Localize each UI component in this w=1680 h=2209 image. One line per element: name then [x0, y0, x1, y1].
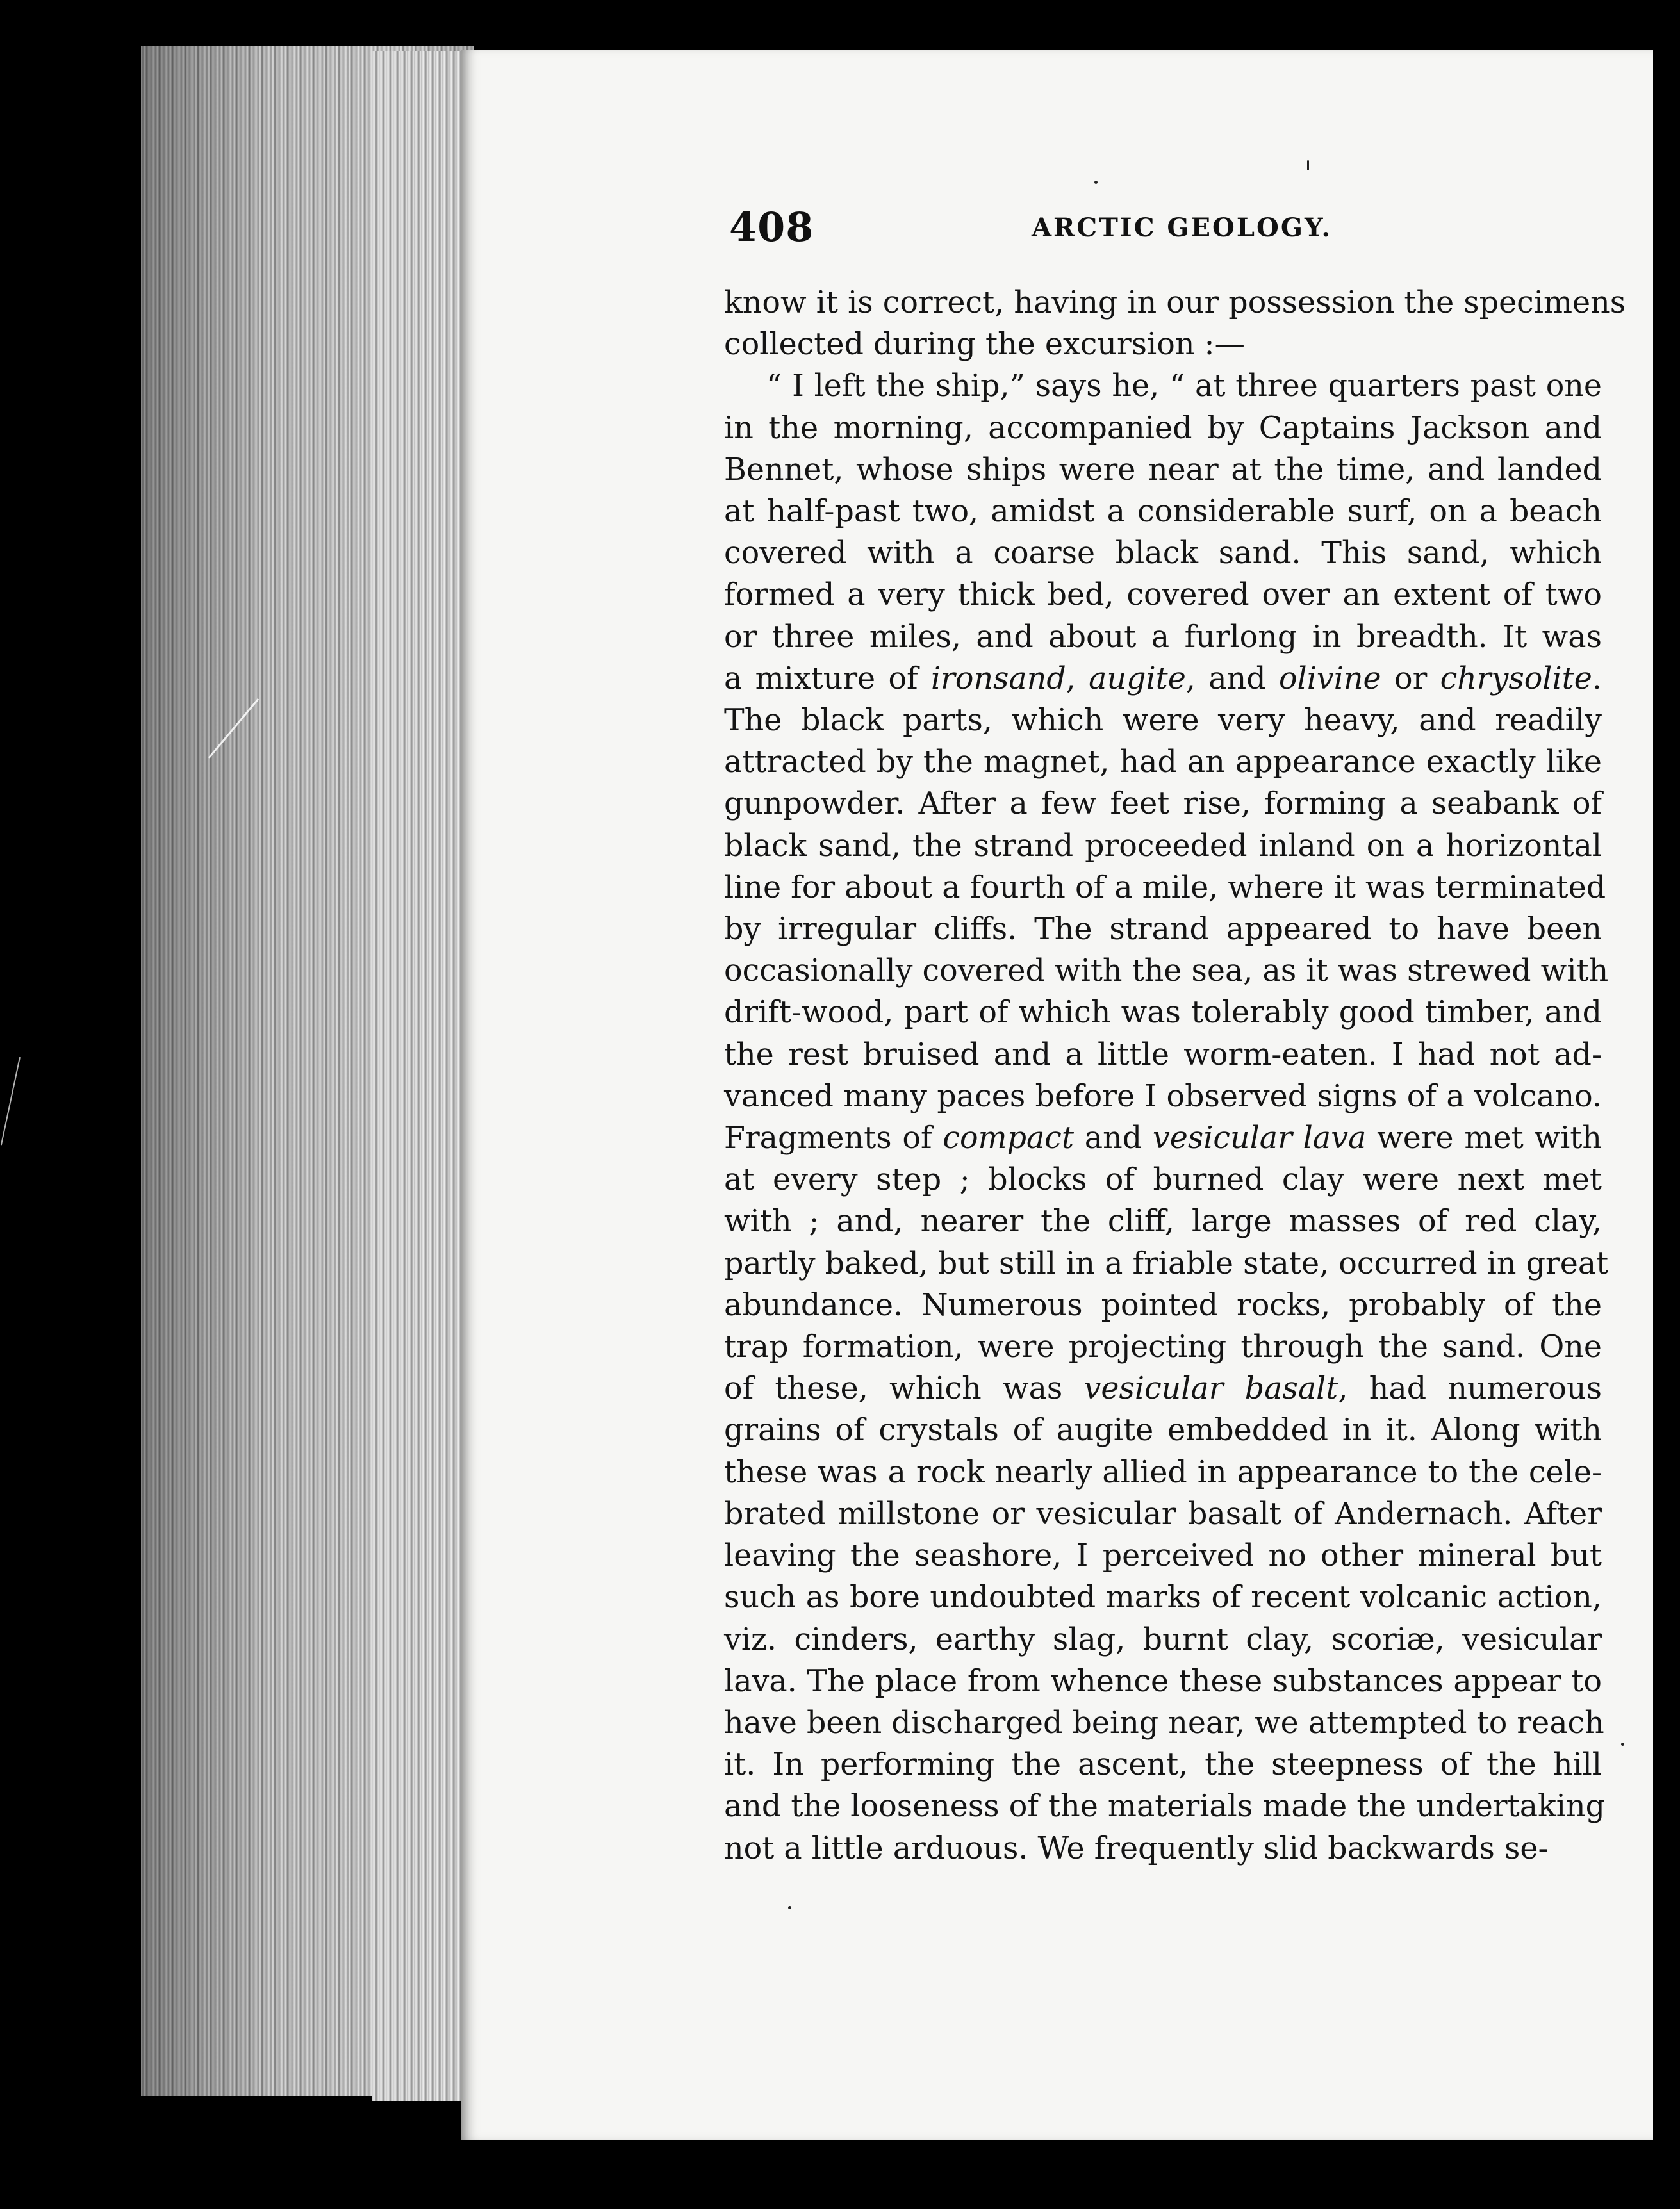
italic-term: augite	[1089, 661, 1186, 696]
text-line	[724, 1828, 1602, 1869]
text-run: these was a rock nearly allied in appearance to the cele-	[724, 1454, 1602, 1490]
text-line	[724, 407, 1602, 449]
text-line	[724, 1493, 1602, 1535]
scan-scratch	[1, 1057, 21, 1145]
text-run: and the looseness of the materials made the undertaking	[724, 1789, 1605, 1825]
text-run: gunpowder. After a few feet rise, forming a seabank of	[724, 786, 1602, 822]
text-run: were met with	[1366, 1121, 1602, 1156]
text-run: of these, which was	[724, 1371, 1084, 1407]
text-line	[724, 741, 1602, 783]
dust-speck	[788, 1906, 791, 1909]
text-line	[724, 783, 1602, 825]
text-line	[724, 449, 1602, 491]
text-line	[724, 1744, 1602, 1786]
dust-speck	[1307, 160, 1309, 170]
italic-term: chrysolite	[1440, 661, 1592, 696]
text-line	[724, 1786, 1605, 1827]
text-line	[724, 1409, 1602, 1451]
page-header	[729, 204, 1370, 261]
text-line	[724, 950, 1609, 992]
text-run: or	[1381, 661, 1440, 696]
text-line	[724, 992, 1602, 1033]
text-run: or three miles, and about a furlong in breadth. It was	[724, 619, 1602, 655]
text-run: at half-past two, amidst a considerable surf, on a beach	[724, 494, 1602, 530]
text-run: lava. The place from whence these substances appear to	[724, 1663, 1602, 1699]
text-run: collected during the excursion :—	[724, 327, 1246, 363]
text-line	[724, 1034, 1602, 1076]
page-number: 408	[729, 204, 814, 250]
text-line	[724, 616, 1602, 658]
text-run: occasionally covered with the sea, as it was strewed with	[724, 953, 1609, 989]
text-line	[724, 1159, 1602, 1201]
text-run: it. In performing the ascent, the steepness of the hill	[724, 1747, 1602, 1783]
text-line	[724, 365, 1602, 407]
text-line	[724, 491, 1602, 532]
italic-term: compact	[943, 1121, 1075, 1156]
text-run: with ; and, nearer the cliff, large masses of red clay,	[724, 1204, 1602, 1240]
text-line	[724, 1661, 1602, 1702]
text-run: by irregular cliffs. The strand appeared to have been	[724, 912, 1602, 948]
text-run: brated millstone or vesicular basalt of Andernach. After	[724, 1496, 1602, 1532]
text-run: Bennet, whose ships were near at the time, and landed	[724, 452, 1602, 488]
text-run: leaving the seashore, I perceived no other mineral but	[724, 1538, 1602, 1574]
text-line	[724, 700, 1602, 741]
text-run: , and	[1185, 661, 1279, 696]
text-line	[724, 532, 1602, 574]
text-line	[724, 574, 1602, 616]
text-run: , had numerous	[1338, 1371, 1602, 1407]
text-run: line for about a fourth of a mile, where it was terminated	[724, 869, 1606, 905]
italic-term: vesicular basalt	[1083, 1371, 1338, 1407]
text-line	[724, 1577, 1602, 1618]
text-line	[724, 1619, 1602, 1661]
text-line	[724, 658, 1602, 700]
text-run: Fragments of	[724, 1121, 943, 1156]
text-line	[724, 825, 1602, 867]
text-run: black sand, the strand proceeded inland on a horizontal	[724, 828, 1602, 864]
text-run: such as bore undoubted marks of recent volcanic action,	[724, 1580, 1602, 1616]
text-line	[724, 324, 1602, 365]
text-run: .	[1592, 661, 1602, 696]
text-line	[724, 908, 1602, 950]
text-run: have been discharged being near, we attempted to reach	[724, 1705, 1604, 1741]
text-line	[724, 1076, 1602, 1117]
text-line	[724, 1243, 1609, 1285]
text-run: not a little arduous. We frequently slid backwards se-	[724, 1830, 1549, 1866]
text-line	[724, 867, 1606, 908]
text-line	[724, 1201, 1602, 1242]
text-line	[724, 1326, 1602, 1368]
text-run: at every step ; blocks of burned clay were next met	[724, 1162, 1602, 1198]
italic-term: ironsand	[930, 661, 1066, 696]
text-run: abundance. Numerous pointed rocks, probably of the	[724, 1287, 1602, 1323]
text-run: attracted by the magnet, had an appearance exactly like	[724, 744, 1602, 780]
text-line	[724, 1535, 1602, 1577]
dust-speck	[1094, 181, 1098, 184]
text-run: the rest bruised and a little worm-eaten. I had not ad-	[724, 1037, 1602, 1072]
text-line	[724, 1368, 1602, 1409]
text-run: viz. cinders, earthy slag, burnt clay, scoriæ, vesicular	[724, 1622, 1602, 1657]
italic-term: olivine	[1278, 661, 1381, 696]
text-line	[724, 1117, 1602, 1159]
dust-speck	[1621, 1743, 1624, 1746]
text-run: know it is correct, having in our possession the specimens	[724, 285, 1626, 320]
text-run: a mixture of	[724, 661, 931, 696]
text-run: vanced many paces before I observed signs of a volcano.	[724, 1078, 1602, 1114]
body-text	[724, 282, 1626, 1869]
text-line	[724, 1702, 1602, 1744]
text-run: trap formation, were projecting through the sand. One	[724, 1329, 1602, 1365]
text-run: The black parts, which were very heavy, and readily	[724, 703, 1602, 739]
text-run: and	[1074, 1121, 1153, 1156]
text-line	[724, 282, 1626, 324]
text-line	[724, 1452, 1602, 1493]
text-run: in the morning, accompanied by Captains Jackson and	[724, 410, 1602, 446]
text-run: partly baked, but still in a friable state, occurred in great	[724, 1245, 1609, 1281]
text-run: ,	[1066, 661, 1089, 696]
page-gutter-edges	[372, 51, 468, 2101]
running-head: ARCTIC GEOLOGY.	[1032, 213, 1333, 243]
text-run: drift-wood, part of which was tolerably good timber, and	[724, 995, 1602, 1031]
italic-term: vesicular lava	[1152, 1121, 1367, 1156]
text-run: formed a very thick bed, covered over an extent of two	[724, 577, 1602, 613]
text-run: grains of crystals of augite embedded in it. Along with	[724, 1413, 1602, 1449]
text-run: covered with a coarse black sand. This sand, which	[724, 536, 1602, 571]
text-run: “ I left the ship,” says he, “ at three quarters past one	[766, 368, 1602, 404]
text-line	[724, 1285, 1602, 1326]
